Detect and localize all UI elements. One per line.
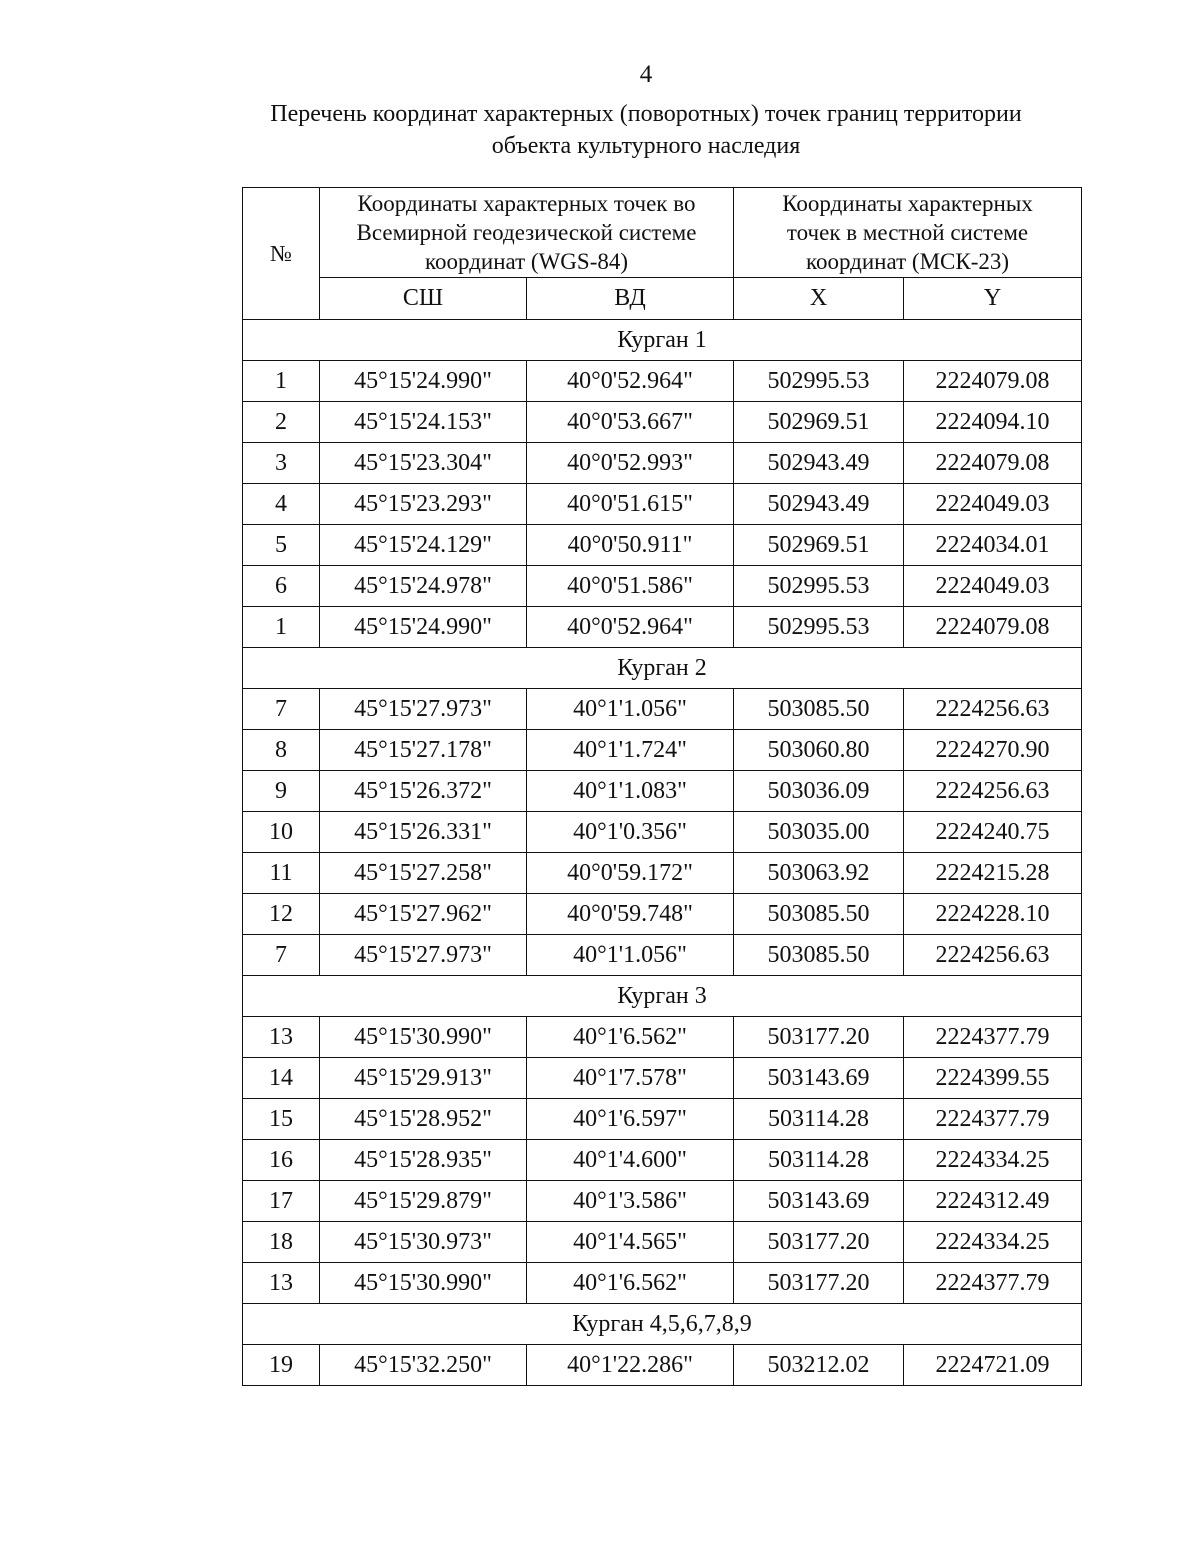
cell-y: 2224079.08	[904, 443, 1082, 484]
column-header-x: X	[734, 278, 904, 320]
cell-longitude: 40°1'3.586"	[527, 1181, 734, 1222]
cell-latitude: 45°15'28.952"	[320, 1099, 527, 1140]
section-row	[243, 976, 1082, 1017]
cell-latitude: 45°15'24.978"	[320, 566, 527, 607]
cell-y: 2224049.03	[904, 566, 1082, 607]
cell-y: 2224377.79	[904, 1099, 1082, 1140]
column-group-wgs84-line-1: Координаты характерных точек во	[357, 191, 696, 216]
cell-y: 2224334.25	[904, 1222, 1082, 1263]
column-group-msk23-line-2: точек в местной системе	[786, 220, 1029, 245]
cell-y: 2224079.08	[904, 361, 1082, 402]
cell-latitude: 45°15'30.990"	[320, 1017, 527, 1058]
cell-x: 502995.53	[734, 607, 904, 648]
section-title: Курган 4,5,6,7,8,9	[243, 1304, 1082, 1345]
cell-latitude: 45°15'32.250"	[320, 1345, 527, 1386]
cell-latitude: 45°15'27.962"	[320, 894, 527, 935]
column-group-wgs84	[320, 188, 734, 278]
cell-longitude: 40°0'59.172"	[527, 853, 734, 894]
table-row	[243, 894, 1082, 935]
section-title: Курган 2	[243, 648, 1082, 689]
cell-x: 503060.80	[734, 730, 904, 771]
document-title	[200, 98, 1092, 162]
table-row	[243, 1058, 1082, 1099]
cell-longitude: 40°0'50.911"	[527, 525, 734, 566]
cell-y: 2224721.09	[904, 1345, 1082, 1386]
cell-latitude: 45°15'24.153"	[320, 402, 527, 443]
cell-point-number: 5	[243, 525, 320, 566]
cell-point-number: 17	[243, 1181, 320, 1222]
cell-latitude: 45°15'27.973"	[320, 935, 527, 976]
cell-latitude: 45°15'27.258"	[320, 853, 527, 894]
table-row	[243, 525, 1082, 566]
cell-x: 503177.20	[734, 1222, 904, 1263]
cell-point-number: 14	[243, 1058, 320, 1099]
section-row	[243, 320, 1082, 361]
cell-latitude: 45°15'29.879"	[320, 1181, 527, 1222]
coordinates-table	[242, 187, 1082, 1386]
table-row	[243, 1181, 1082, 1222]
cell-y: 2224270.90	[904, 730, 1082, 771]
cell-x: 503035.00	[734, 812, 904, 853]
cell-point-number: 15	[243, 1099, 320, 1140]
cell-point-number: 3	[243, 443, 320, 484]
cell-point-number: 9	[243, 771, 320, 812]
cell-latitude: 45°15'23.293"	[320, 484, 527, 525]
cell-longitude: 40°1'6.597"	[527, 1099, 734, 1140]
cell-point-number: 7	[243, 935, 320, 976]
cell-x: 503114.28	[734, 1099, 904, 1140]
cell-latitude: 45°15'24.129"	[320, 525, 527, 566]
table-row	[243, 1222, 1082, 1263]
table-row	[243, 1263, 1082, 1304]
document-title-line-1: Перечень координат характерных (поворотных) точек границ территории	[270, 101, 1022, 127]
cell-x: 502943.49	[734, 484, 904, 525]
column-header-latitude: СШ	[320, 278, 527, 320]
cell-y: 2224256.63	[904, 689, 1082, 730]
cell-x: 503212.02	[734, 1345, 904, 1386]
cell-y: 2224240.75	[904, 812, 1082, 853]
cell-x: 503177.20	[734, 1263, 904, 1304]
cell-point-number: 8	[243, 730, 320, 771]
column-group-wgs84-line-2: Всемирной геодезической системе	[356, 220, 697, 245]
cell-point-number: 18	[243, 1222, 320, 1263]
cell-longitude: 40°0'52.964"	[527, 361, 734, 402]
column-group-msk23-line-3: координат (МСК-23)	[805, 249, 1010, 274]
table-row	[243, 771, 1082, 812]
cell-longitude: 40°1'4.600"	[527, 1140, 734, 1181]
cell-latitude: 45°15'24.990"	[320, 361, 527, 402]
cell-x: 503085.50	[734, 689, 904, 730]
cell-longitude: 40°1'0.356"	[527, 812, 734, 853]
table-row	[243, 607, 1082, 648]
cell-latitude: 45°15'30.973"	[320, 1222, 527, 1263]
cell-longitude: 40°0'52.964"	[527, 607, 734, 648]
cell-point-number: 2	[243, 402, 320, 443]
cell-latitude: 45°15'26.331"	[320, 812, 527, 853]
cell-y: 2224377.79	[904, 1263, 1082, 1304]
cell-point-number: 19	[243, 1345, 320, 1386]
column-header-number: №	[243, 188, 320, 320]
cell-x: 502995.53	[734, 566, 904, 607]
cell-longitude: 40°0'52.993"	[527, 443, 734, 484]
table-row	[243, 1099, 1082, 1140]
cell-longitude: 40°1'1.056"	[527, 935, 734, 976]
table-row	[243, 566, 1082, 607]
table-subheader-row	[243, 278, 1082, 320]
cell-y: 2224256.63	[904, 771, 1082, 812]
table-row	[243, 1345, 1082, 1386]
table-row	[243, 361, 1082, 402]
cell-x: 503114.28	[734, 1140, 904, 1181]
cell-y: 2224312.49	[904, 1181, 1082, 1222]
cell-point-number: 7	[243, 689, 320, 730]
cell-y: 2224094.10	[904, 402, 1082, 443]
cell-y: 2224079.08	[904, 607, 1082, 648]
cell-longitude: 40°1'7.578"	[527, 1058, 734, 1099]
page-number: 4	[639, 61, 653, 88]
cell-y: 2224334.25	[904, 1140, 1082, 1181]
document-title-line-2: объекта культурного наследия	[491, 133, 801, 159]
cell-latitude: 45°15'29.913"	[320, 1058, 527, 1099]
cell-point-number: 4	[243, 484, 320, 525]
table-row	[243, 1017, 1082, 1058]
cell-x: 503085.50	[734, 894, 904, 935]
cell-latitude: 45°15'27.973"	[320, 689, 527, 730]
table-row	[243, 402, 1082, 443]
cell-latitude: 45°15'24.990"	[320, 607, 527, 648]
table-row	[243, 443, 1082, 484]
cell-point-number: 13	[243, 1263, 320, 1304]
section-title: Курган 1	[243, 320, 1082, 361]
section-row	[243, 1304, 1082, 1345]
column-header-y: Y	[904, 278, 1082, 320]
cell-longitude: 40°1'1.056"	[527, 689, 734, 730]
table-row	[243, 484, 1082, 525]
cell-x: 503143.69	[734, 1058, 904, 1099]
cell-point-number: 12	[243, 894, 320, 935]
table-row	[243, 1140, 1082, 1181]
column-group-msk23	[734, 188, 1082, 278]
cell-y: 2224399.55	[904, 1058, 1082, 1099]
cell-point-number: 16	[243, 1140, 320, 1181]
table-row	[243, 853, 1082, 894]
section-title: Курган 3	[243, 976, 1082, 1017]
cell-point-number: 1	[243, 361, 320, 402]
cell-x: 503063.92	[734, 853, 904, 894]
cell-point-number: 6	[243, 566, 320, 607]
table-row	[243, 935, 1082, 976]
cell-x: 502995.53	[734, 361, 904, 402]
cell-longitude: 40°1'1.724"	[527, 730, 734, 771]
cell-y: 2224034.01	[904, 525, 1082, 566]
cell-longitude: 40°1'6.562"	[527, 1263, 734, 1304]
cell-point-number: 13	[243, 1017, 320, 1058]
table-header-row	[243, 188, 1082, 278]
cell-longitude: 40°0'51.615"	[527, 484, 734, 525]
cell-longitude: 40°1'22.286"	[527, 1345, 734, 1386]
cell-y: 2224228.10	[904, 894, 1082, 935]
cell-x: 503143.69	[734, 1181, 904, 1222]
cell-latitude: 45°15'27.178"	[320, 730, 527, 771]
cell-longitude: 40°0'51.586"	[527, 566, 734, 607]
table-body	[243, 320, 1082, 1386]
column-group-msk23-line-1: Координаты характерных	[782, 191, 1033, 216]
cell-x: 502969.51	[734, 402, 904, 443]
cell-latitude: 45°15'23.304"	[320, 443, 527, 484]
cell-longitude: 40°1'1.083"	[527, 771, 734, 812]
cell-x: 503085.50	[734, 935, 904, 976]
table-row	[243, 812, 1082, 853]
cell-y: 2224215.28	[904, 853, 1082, 894]
cell-point-number: 1	[243, 607, 320, 648]
cell-x: 503177.20	[734, 1017, 904, 1058]
cell-point-number: 10	[243, 812, 320, 853]
table-row	[243, 730, 1082, 771]
cell-latitude: 45°15'28.935"	[320, 1140, 527, 1181]
column-group-wgs84-line-3: координат (WGS-84)	[424, 249, 629, 274]
cell-latitude: 45°15'26.372"	[320, 771, 527, 812]
cell-longitude: 40°0'59.748"	[527, 894, 734, 935]
cell-x: 503036.09	[734, 771, 904, 812]
cell-longitude: 40°1'6.562"	[527, 1017, 734, 1058]
section-row	[243, 648, 1082, 689]
cell-x: 502943.49	[734, 443, 904, 484]
cell-longitude: 40°1'4.565"	[527, 1222, 734, 1263]
cell-longitude: 40°0'53.667"	[527, 402, 734, 443]
cell-y: 2224049.03	[904, 484, 1082, 525]
cell-y: 2224377.79	[904, 1017, 1082, 1058]
cell-x: 502969.51	[734, 525, 904, 566]
table-row	[243, 689, 1082, 730]
cell-y: 2224256.63	[904, 935, 1082, 976]
cell-latitude: 45°15'30.990"	[320, 1263, 527, 1304]
cell-point-number: 11	[243, 853, 320, 894]
column-header-longitude: ВД	[527, 278, 734, 320]
